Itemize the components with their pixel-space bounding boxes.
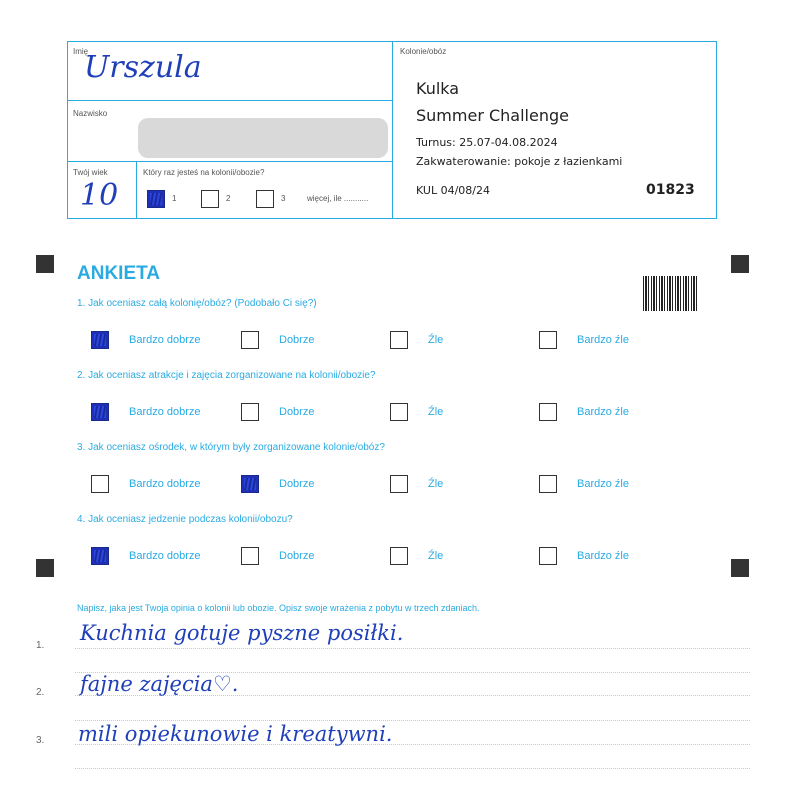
q3-option-label-3: Źle bbox=[428, 478, 444, 490]
times-label: Który raz jesteś na kolonii/obozie? bbox=[143, 168, 265, 177]
question-3: 3. Jak oceniasz ośrodek, w którym były zorganizowane kolonie/obóz? bbox=[77, 442, 385, 453]
q2-checkbox-1[interactable] bbox=[91, 403, 109, 421]
question-4: 4. Jak oceniasz jedzenie podczas kolonii/obozu? bbox=[77, 514, 293, 525]
answer-line-2b bbox=[75, 720, 750, 721]
name-divider bbox=[68, 100, 392, 101]
q1-checkbox-4[interactable] bbox=[539, 331, 557, 349]
q1-option-label-1: Bardzo dobrze bbox=[129, 334, 201, 346]
camp-code: KUL 04/08/24 bbox=[416, 184, 490, 197]
header-divider bbox=[392, 42, 393, 218]
q2-option-label-4: Bardzo źle bbox=[577, 406, 629, 418]
times-option-1: 1 bbox=[172, 194, 177, 203]
q2-option-label-1: Bardzo dobrze bbox=[129, 406, 201, 418]
barcode bbox=[643, 276, 697, 311]
q1-checkbox-2[interactable] bbox=[241, 331, 259, 349]
times-option-2: 2 bbox=[226, 194, 231, 203]
q3-checkbox-4[interactable] bbox=[539, 475, 557, 493]
q2-option-label-3: Źle bbox=[428, 406, 444, 418]
q4-option-label-2: Dobrze bbox=[279, 550, 315, 562]
accommodation: Zakwaterowanie: pokoje z łazienkami bbox=[416, 155, 623, 168]
q4-checkbox-1[interactable] bbox=[91, 547, 109, 565]
q4-option-label-1: Bardzo dobrze bbox=[129, 550, 201, 562]
q4-option-label-3: Źle bbox=[428, 550, 444, 562]
answer-line-3b bbox=[75, 768, 750, 769]
q3-checkbox-2[interactable] bbox=[241, 475, 259, 493]
line-number-3: 3. bbox=[36, 735, 45, 746]
age-label: Twój wiek bbox=[73, 168, 108, 177]
q4-checkbox-3[interactable] bbox=[390, 547, 408, 565]
name-label: Imię bbox=[73, 47, 89, 56]
times-checkbox-1[interactable] bbox=[147, 190, 165, 208]
age-value[interactable]: 10 bbox=[80, 178, 119, 213]
camp-program: Summer Challenge bbox=[416, 106, 569, 125]
answer-text-1[interactable]: Kuchnia gotuje pyszne posiłki. bbox=[80, 621, 404, 645]
times-checkbox-2[interactable] bbox=[201, 190, 219, 208]
camp-name: Kulka bbox=[416, 79, 460, 98]
q3-checkbox-1[interactable] bbox=[91, 475, 109, 493]
q1-option-label-4: Bardzo źle bbox=[577, 334, 629, 346]
camp-label: Kolonie/obóz bbox=[400, 47, 447, 56]
question-1: 1. Jak oceniasz całą kolonię/obóz? (Podobało Ci się?) bbox=[77, 298, 317, 309]
q3-option-label-2: Dobrze bbox=[279, 478, 315, 490]
registration-mark-bottom-right bbox=[731, 559, 749, 577]
registration-mark-top-right bbox=[731, 255, 749, 273]
form-number: 01823 bbox=[646, 182, 695, 198]
turnus: Turnus: 25.07-04.08.2024 bbox=[416, 136, 558, 149]
line-number-2: 2. bbox=[36, 687, 45, 698]
q2-checkbox-4[interactable] bbox=[539, 403, 557, 421]
header-form bbox=[67, 41, 717, 219]
q3-option-label-4: Bardzo źle bbox=[577, 478, 629, 490]
q3-checkbox-3[interactable] bbox=[390, 475, 408, 493]
q2-checkbox-2[interactable] bbox=[241, 403, 259, 421]
redacted-surname bbox=[138, 118, 388, 158]
times-option-3: 3 bbox=[281, 194, 286, 203]
surname-divider bbox=[68, 161, 392, 162]
survey-title: ANKIETA bbox=[77, 263, 161, 284]
answer-text-3[interactable]: mili opiekunowie i kreatywni. bbox=[78, 722, 393, 746]
q1-checkbox-1[interactable] bbox=[91, 331, 109, 349]
q1-option-label-3: Źle bbox=[428, 334, 444, 346]
age-divider bbox=[136, 161, 137, 218]
line-number-1: 1. bbox=[36, 640, 45, 651]
question-2: 2. Jak oceniasz atrakcje i zajęcia zorganizowane na kolonii/obozie? bbox=[77, 370, 376, 381]
q1-checkbox-3[interactable] bbox=[390, 331, 408, 349]
q4-option-label-4: Bardzo źle bbox=[577, 550, 629, 562]
q4-checkbox-2[interactable] bbox=[241, 547, 259, 565]
name-value[interactable]: Urszula bbox=[84, 50, 202, 85]
answer-line-1 bbox=[75, 648, 750, 649]
times-checkbox-3[interactable] bbox=[256, 190, 274, 208]
surname-label: Nazwisko bbox=[73, 109, 108, 118]
answer-text-2[interactable]: fajne zajęcia♡. bbox=[80, 672, 239, 696]
times-option-more: więcej, ile ........... bbox=[307, 194, 369, 203]
registration-mark-top-left bbox=[36, 255, 54, 273]
q2-option-label-2: Dobrze bbox=[279, 406, 315, 418]
registration-mark-bottom-left bbox=[36, 559, 54, 577]
q2-checkbox-3[interactable] bbox=[390, 403, 408, 421]
opinion-prompt: Napisz, jaka jest Twoja opinia o kolonii lub obozie. Opisz swoje wrażenia z pobytu w trzech zdaniach. bbox=[77, 603, 480, 613]
q4-checkbox-4[interactable] bbox=[539, 547, 557, 565]
q3-option-label-1: Bardzo dobrze bbox=[129, 478, 201, 490]
q1-option-label-2: Dobrze bbox=[279, 334, 315, 346]
